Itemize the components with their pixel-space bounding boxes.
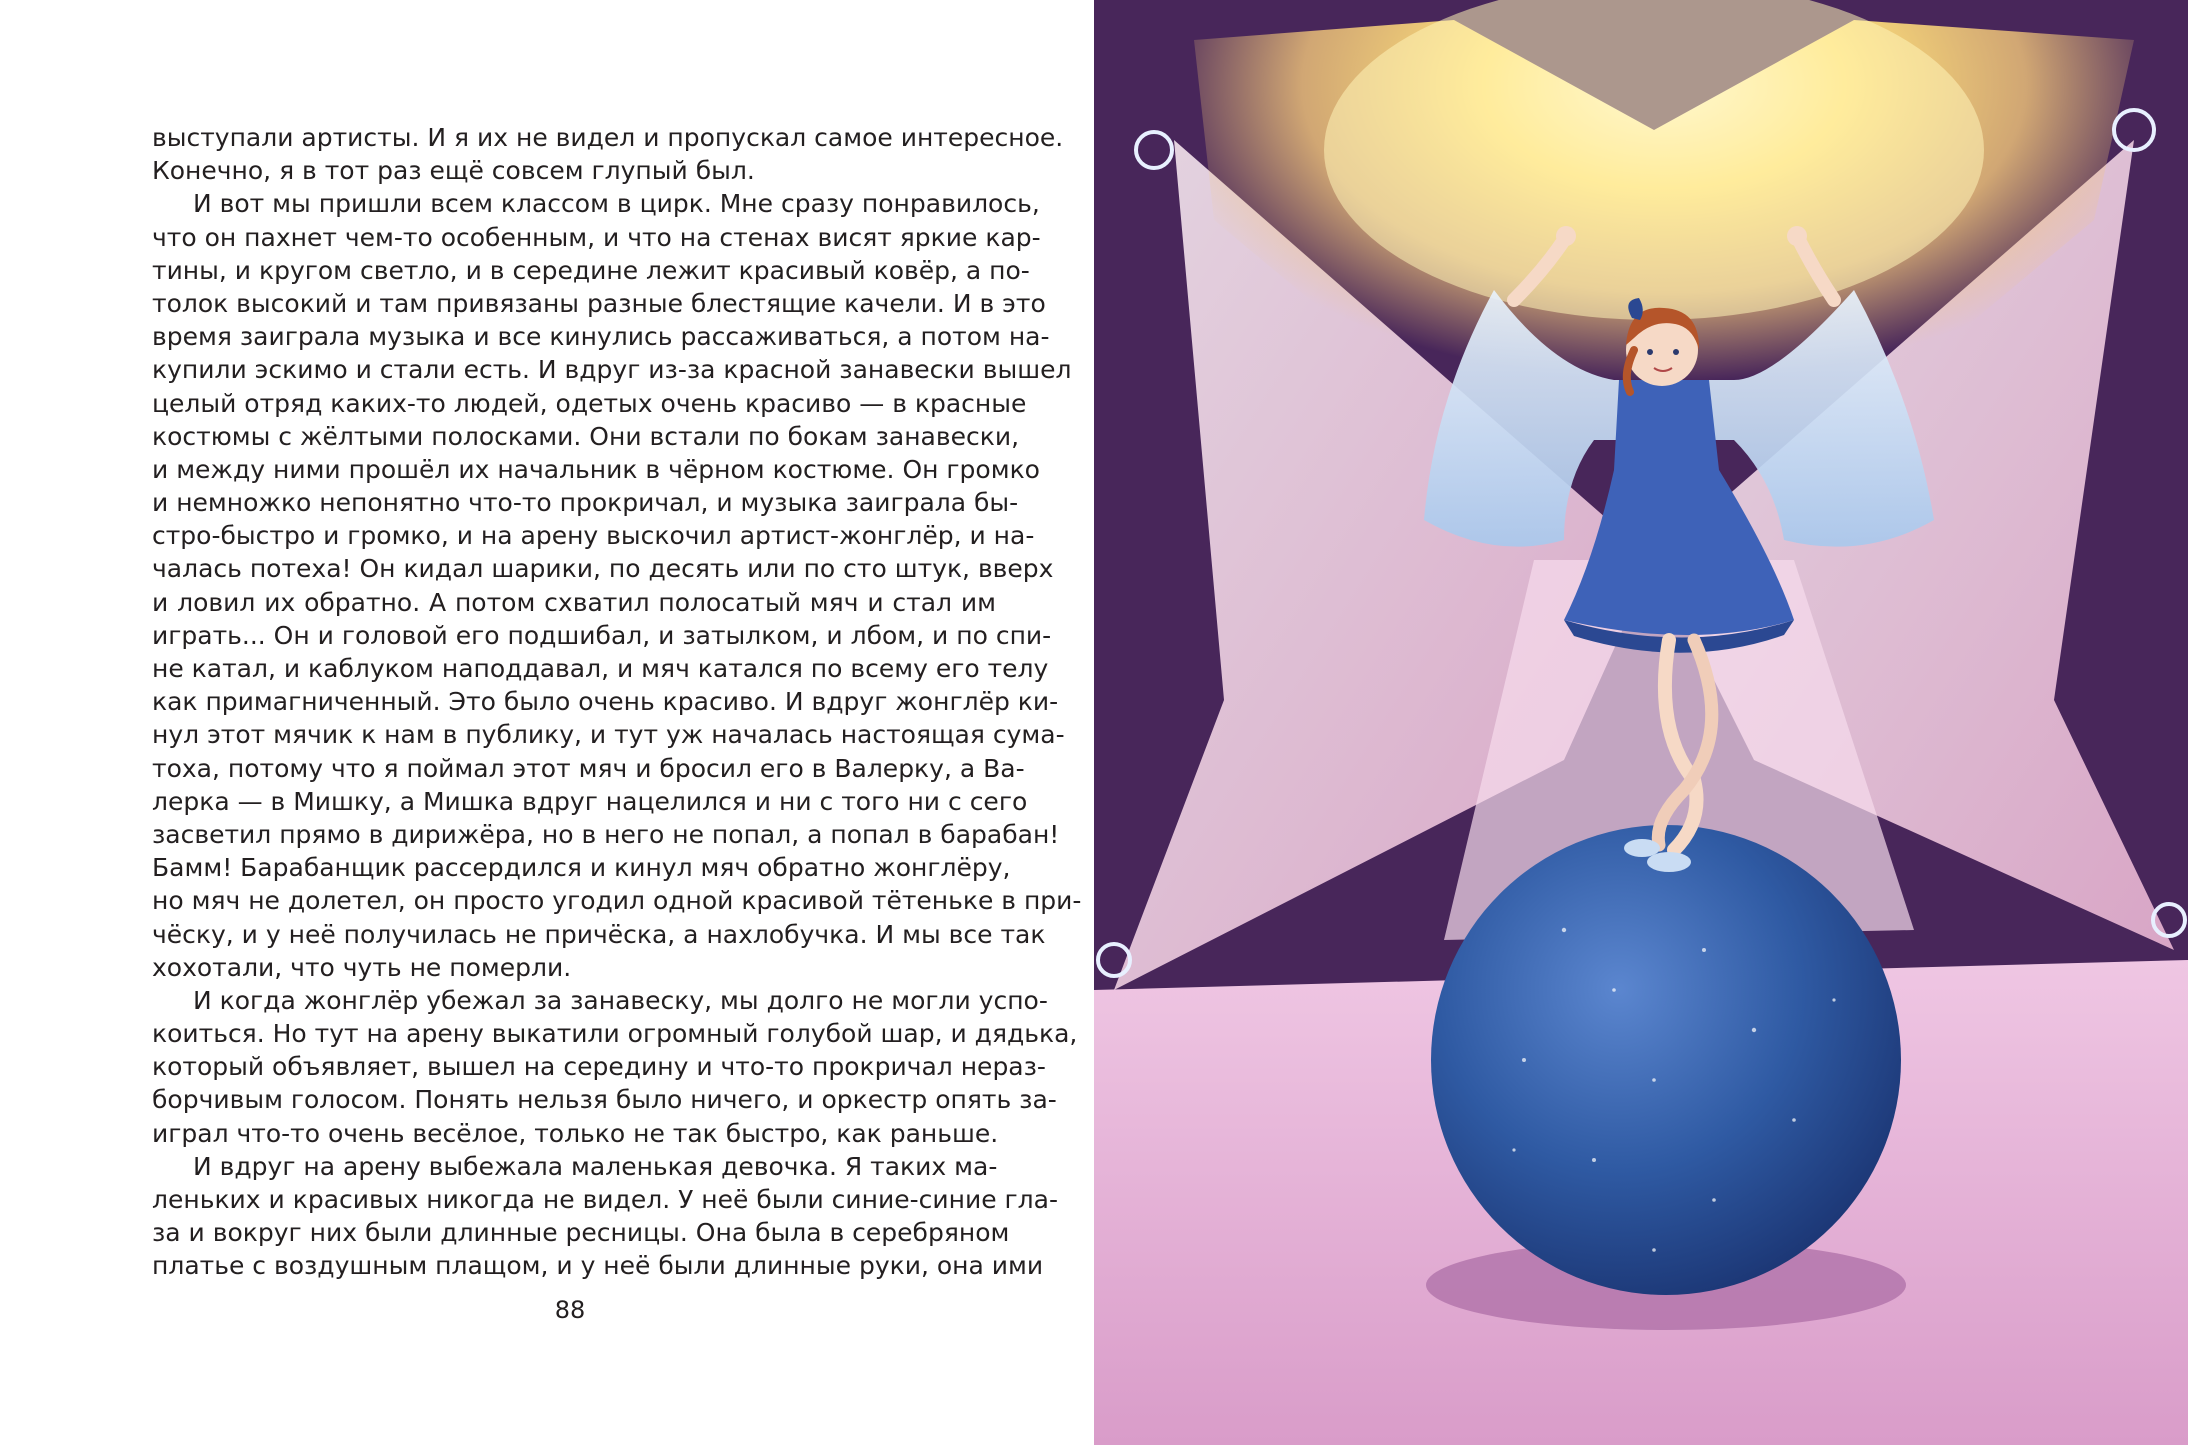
text-line: платье с воздушным плащом, и у неё были длинные руки, она ими [152,1251,1044,1281]
text-line: толок высокий и там привязаны разные блестящие качели. И в это [152,288,1046,318]
story-text [152,121,1082,1283]
text-line: купили эскимо и стали есть. И вдруг из-за красной занавески вышел [152,355,1072,385]
circus-illustration [1094,0,2188,1445]
text-line: чёску, и у неё получилась не причёска, а нахлобучка. И мы все так [152,919,1046,949]
text-line: нул этот мячик к нам в публику, и тут уж началась настоящая сума- [152,720,1065,750]
text-line: но мяч не долетел, он просто угодил одной красивой тётеньке в при- [152,886,1082,916]
text-line: И вот мы пришли всем классом в цирк. Мне сразу понравилось, [193,189,1040,219]
text-line: И вдруг на арену выбежала маленькая девочка. Я таких ма- [193,1151,998,1181]
text-line: за и вокруг них были длинные ресницы. Она была в серебряном [152,1218,1010,1248]
text-line: засветил прямо в дирижёра, но в него не попал, а попал в барабан! [152,819,1060,849]
text-line: играл что-то очень весёлое, только не так быстро, как раньше. [152,1118,999,1148]
text-line: борчивым голосом. Понять нельзя было ничего, и оркестр опять за- [152,1085,1057,1115]
page-number: 88 [554,1296,586,1324]
text-line: что он пахнет чем-то особенным, и что на стенах висят яркие кар- [152,222,1041,252]
text-line: стро-быстро и громко, и на арену выскочил артист-жонглёр, и на- [152,521,1035,551]
text-line: и ловил их обратно. А потом схватил полосатый мяч и стал им [152,587,996,617]
text-line: хохотали, что чуть не померли. [152,952,572,982]
text-line: костюмы с жёлтыми полосками. Они встали по бокам занавески, [152,421,1020,451]
text-line: не катал, и каблуком наподдавал, и мяч катался по всему его телу [152,654,1049,683]
text-line: и между ними прошёл их начальник в чёрном костюме. Он громко [152,454,1040,484]
text-line: играть... Он и головой его подшибал, и затылком, и лбом, и по спи- [152,620,1052,650]
text-line: лерка — в Мишку, а Мишка вдруг нацелился и ни с того ни с сего [152,786,1028,816]
text-line: выступали артисты. И я их не видел и пропускал самое интересное. [152,123,1064,152]
text-line: и немножко непонятно что-то прокричал, и музыка заиграла бы- [152,488,1019,518]
text-line: чалась потеха! Он кидал шарики, по десять или по сто штук, вверх [152,554,1054,584]
text-line: коиться. Но тут на арену выкатили огромный голубой шар, и дядька, [152,1019,1078,1049]
text-line: леньких и красивых никогда не видел. У неё были синие-синие гла- [152,1185,1059,1214]
text-line: тины, и кругом светло, и в середине лежит красивый ковёр, а по- [152,255,1030,285]
text-line: тоха, потому что я поймал этот мяч и бросил его в Валерку, а Ва- [152,753,1025,783]
circus-illustration-svg [1094,0,2188,1445]
text-line: время заиграла музыка и все кинулись рассаживаться, а потом на- [152,322,1050,352]
text-line: И когда жонглёр убежал за занавеску, мы долго не могли успо- [193,985,1048,1015]
text-line: как примагниченный. Это было очень красиво. И вдруг жонглёр ки- [152,687,1059,717]
blue-ball [1431,825,1901,1295]
text-line: который объявляет, вышел на середину и что-то прокричал нераз- [152,1052,1046,1082]
text-line: Конечно, я в тот раз ещё совсем глупый был. [152,156,755,186]
text-line: целый отряд каких-то людей, одетых очень красиво — в красные [152,388,1027,418]
text-line: Бамм! Барабанщик рассердился и кинул мяч обратно жонглёру, [152,853,1011,883]
